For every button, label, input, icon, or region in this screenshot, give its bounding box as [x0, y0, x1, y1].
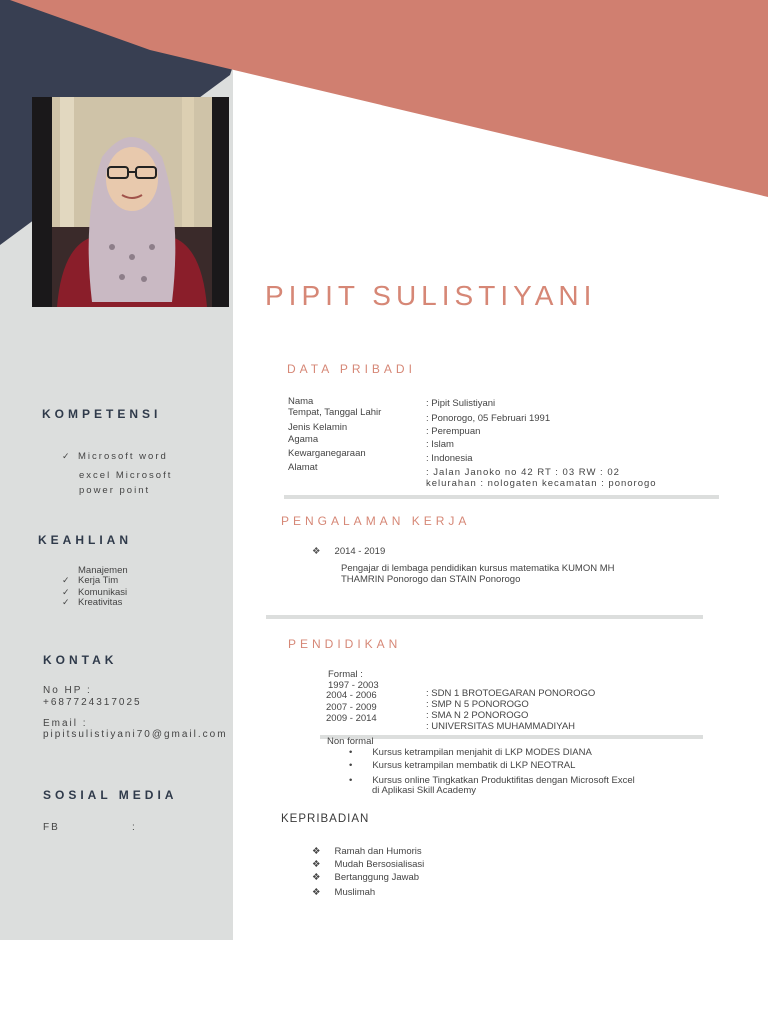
diamond-bullet-icon: ❖: [312, 846, 321, 857]
edu-school: : SDN 1 BROTOEGARAN PONOROGO: [426, 688, 596, 699]
formal-label: Formal :: [328, 669, 363, 680]
divider: [284, 495, 719, 499]
edu-year: 2007 - 2009: [326, 702, 377, 713]
portrait-illustration: [32, 97, 229, 307]
kepribadian-title: KEPRIBADIAN: [281, 813, 370, 825]
dp-label: Jenis Kelamin: [288, 422, 348, 433]
dp-value: : Jalan Janoko no 42 RT : 03 RW : 02: [426, 467, 620, 478]
pengalaman-desc: THAMRIN Ponorogo dan STAIN Ponorogo: [341, 574, 521, 585]
bullet-icon: •: [349, 747, 353, 758]
diamond-bullet-icon: ❖: [312, 546, 321, 557]
dp-value: : Indonesia: [426, 453, 473, 464]
phone-value[interactable]: +687724317025: [43, 697, 142, 708]
edu-school: : UNIVERSITAS MUHAMMADIYAH: [426, 721, 576, 732]
kepribadian-item-label: Ramah dan Humoris: [334, 846, 422, 857]
dp-value: : Perempuan: [426, 426, 481, 437]
dp-value: : Pipit Sulistiyani: [426, 398, 496, 409]
pengalaman-period: 2014 - 2019: [334, 546, 386, 557]
kepribadian-item-label: Muslimah: [334, 887, 376, 898]
pengalaman-item: [312, 546, 385, 557]
edu-year: 2009 - 2014: [326, 713, 377, 724]
edu-school: : SMA N 2 PONOROGO: [426, 710, 529, 721]
dp-label: Tempat, Tanggal Lahir: [288, 407, 382, 418]
bullet-icon: •: [349, 760, 353, 771]
keahlian-item-label: Kerja Tim: [78, 575, 119, 586]
dp-label: Agama: [288, 434, 319, 445]
kompetensi-item: [79, 485, 150, 496]
nonformal-item: [349, 747, 592, 758]
bullet-icon: •: [349, 775, 353, 786]
dp-value: : Islam: [426, 439, 454, 450]
keahlian-item-label: Komunikasi: [78, 587, 128, 598]
diamond-bullet-icon: ❖: [312, 872, 321, 883]
kompetensi-title: KOMPETENSI: [42, 407, 162, 421]
kepribadian-item-label: Mudah Bersosialisasi: [334, 859, 425, 870]
dp-label: Kewarganegaraan: [288, 448, 366, 459]
email-label: Email :: [43, 718, 88, 729]
divider: [320, 735, 703, 739]
nonformal-item-label: Kursus ketrampilan menjahit di LKP MODES DIANA: [372, 747, 592, 758]
dp-label: Nama: [288, 396, 314, 407]
check-icon: ✓: [62, 451, 72, 461]
kompetensi-item-label: power point: [79, 485, 151, 496]
profile-photo: [32, 97, 229, 307]
pengalaman-desc: Pengajar di lembaga pendidikan kursus matematika KUMON MH: [341, 563, 615, 574]
edu-school: : SMP N 5 PONOROGO: [426, 699, 529, 710]
divider: [266, 615, 703, 619]
pendidikan-title: PENDIDIKAN: [288, 637, 402, 651]
check-icon: ✓: [62, 575, 70, 585]
nonformal-item-cont: di Aplikasi Skill Academy: [372, 785, 477, 796]
keahlian-item: [62, 575, 118, 586]
kepribadian-item: [312, 846, 422, 857]
kompetensi-item: [79, 470, 172, 481]
kepribadian-item: [312, 872, 419, 883]
kepribadian-item: [312, 859, 424, 870]
diamond-bullet-icon: ❖: [312, 859, 321, 870]
kompetensi-item-label: excel Microsoft: [79, 470, 173, 481]
fb-label: FB: [43, 822, 60, 833]
nonformal-label: Non formal: [327, 736, 374, 747]
sosial-title: SOSIAL MEDIA: [43, 788, 178, 802]
check-icon: ✓: [62, 597, 70, 607]
dp-value: kelurahan : nologaten kecamatan : ponorogo: [426, 478, 657, 489]
pengalaman-title: PENGALAMAN KERJA: [281, 514, 471, 528]
phone-label: No HP :: [43, 685, 92, 696]
kontak-title: KONTAK: [43, 653, 118, 667]
dp-label: Alamat: [288, 462, 318, 473]
dp-value: : Ponorogo, 05 Februari 1991: [426, 413, 551, 424]
full-name-heading: PIPIT SULISTIYANI: [265, 280, 597, 311]
nonformal-item: [349, 760, 575, 771]
nonformal-item-label: Kursus online Tingkatkan Produktifitas dengan Microsoft Excel: [372, 775, 635, 786]
data-pribadi-title: DATA PRIBADI: [287, 362, 416, 376]
kepribadian-item-label: Bertanggung Jawab: [334, 872, 420, 883]
check-icon: ✓: [62, 587, 70, 597]
keahlian-title: KEAHLIAN: [38, 533, 132, 547]
kompetensi-item: [62, 451, 168, 463]
kepribadian-item: [312, 887, 375, 898]
keahlian-item: [62, 597, 122, 608]
email-value[interactable]: pipitsulistiyani70@gmail.com: [43, 729, 228, 740]
edu-year: 2004 - 2006: [326, 690, 377, 701]
diamond-bullet-icon: ❖: [312, 887, 321, 898]
nonformal-item-label: Kursus ketrampilan membatik di LKP NEOTRAL: [372, 760, 576, 771]
edu-year: 1997 - 2003: [328, 680, 379, 691]
kompetensi-item-label: Microsoft word: [78, 451, 168, 462]
keahlian-item-label: Manajemen: [78, 565, 128, 576]
fb-separator: :: [132, 822, 135, 833]
keahlian-item-label: Kreativitas: [78, 597, 123, 608]
